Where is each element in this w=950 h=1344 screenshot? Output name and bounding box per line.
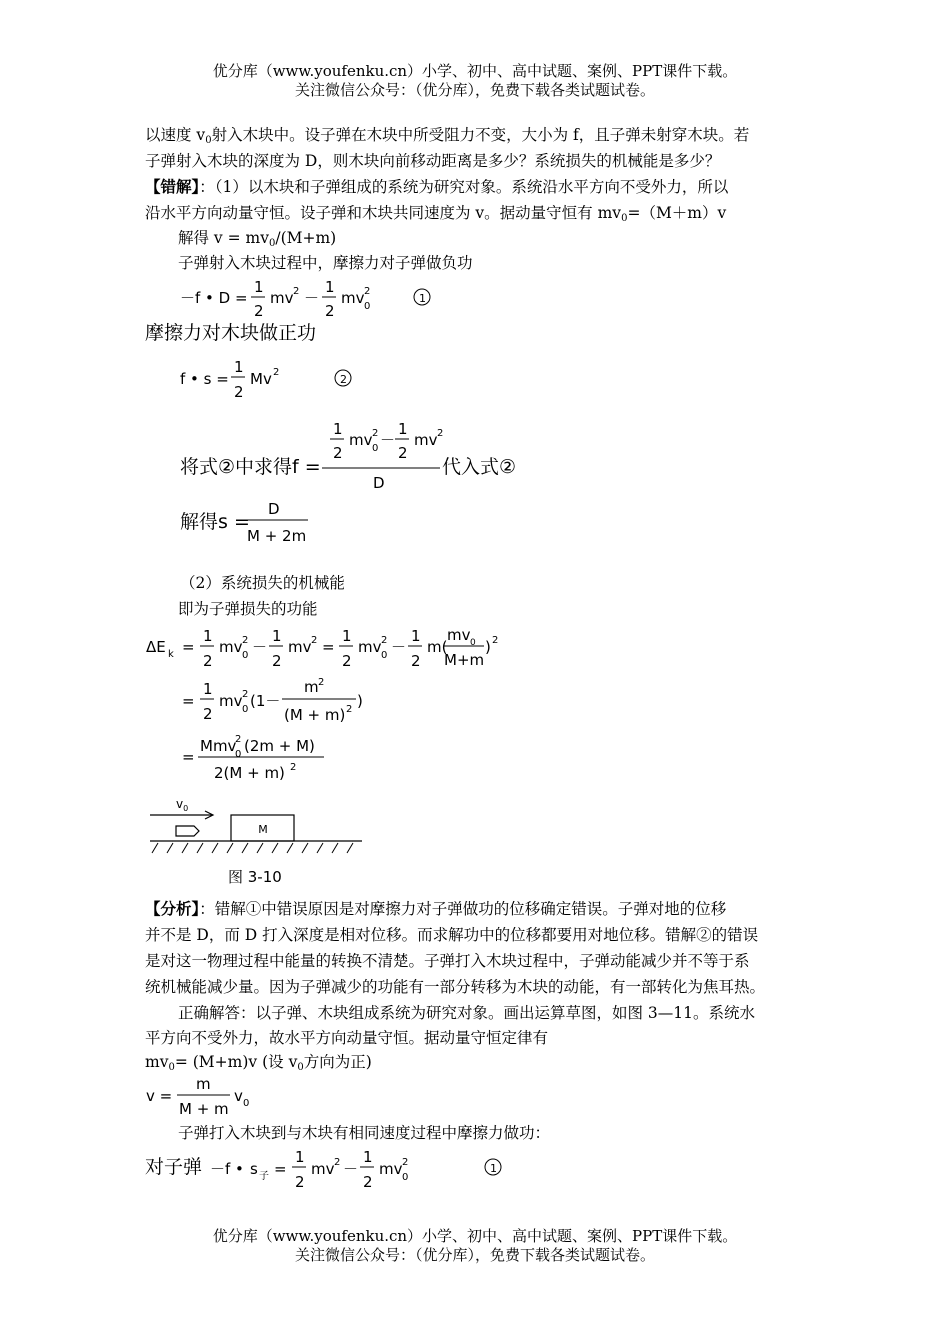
svg-text:mv: mv [379,1160,403,1178]
svg-text:2: 2 [325,302,335,320]
svg-text:2: 2 [398,444,408,462]
svg-text:M + 2m: M + 2m [247,527,307,545]
svg-text:s: s [250,1160,258,1178]
svg-text:1: 1 [203,627,213,645]
svg-text:2: 2 [293,286,300,297]
svg-text:mv: mv [349,431,373,449]
svg-text:m: m [196,1075,211,1093]
svg-text:(1－: (1－ [250,692,281,710]
svg-text:2: 2 [254,302,264,320]
svg-text:2: 2 [381,635,388,646]
solve-s-label: 解得s = [180,511,250,533]
svg-text:2: 2 [290,762,297,773]
svg-text:Mv: Mv [250,370,272,388]
analysis-tag: 【分析】 [145,899,200,918]
svg-text:1: 1 [325,278,335,296]
wrong-line-2: 沿水平方向动量守恒。设子弹和木块共同速度为 v。据动量守恒有 mv0=（M＋m）v [145,204,727,224]
svg-text:－: － [343,1160,359,1178]
svg-text:2: 2 [242,635,249,646]
equation-1 [180,278,430,320]
svg-text:2: 2 [372,428,379,439]
svg-text:1: 1 [203,680,213,698]
svg-text:v =: v = [146,1087,173,1105]
svg-text:－: － [252,638,268,656]
correct-line-4: 子弹打入木块到与木块有相同速度过程中摩擦力做功： [178,1124,551,1142]
svg-text:1: 1 [254,278,264,296]
sub-into-label: 代入式② [442,456,517,478]
sub-from-label: 将式②中求得f = [180,456,321,478]
svg-text:0: 0 [243,1098,250,1109]
footer-line-2: 关注微信公众号：（优分库），免费下载各类试题试卷。 [294,1246,655,1264]
svg-text:2: 2 [234,383,244,401]
svg-text:ΔE: ΔE [146,638,166,656]
svg-text:(2m + M): (2m + M) [244,737,315,755]
svg-text:子: 子 [259,1171,269,1182]
part2-title: （2）系统损失的机械能 [180,574,345,592]
svg-text:2: 2 [295,1173,305,1191]
svg-text:2: 2 [402,1157,409,1168]
correct-line-3: mv0= (M+m)v (设 v0方向为正) [145,1053,372,1073]
problem-line-1: 以速度 v0射入木块中。设子弹在木块中所受阻力不变，大小为 f，且子弹未射穿木块。若 [145,126,750,146]
svg-text:2: 2 [235,734,242,745]
delta-ek-line-2 [182,677,363,724]
svg-text:2: 2 [340,373,347,386]
header-line-2: 关注微信公众号：（优分库），免费下载各类试题试卷。 [294,81,655,99]
svg-text:2: 2 [346,704,353,715]
svg-text:m: m [304,678,319,696]
svg-text:2: 2 [364,286,371,297]
svg-text:1: 1 [419,292,426,305]
svg-text:2: 2 [272,652,282,670]
equation-v [146,1075,249,1118]
svg-text:mv: mv [219,638,243,656]
svg-text:=: = [182,748,195,766]
svg-text:=: = [182,638,195,656]
svg-text:1: 1 [490,1162,497,1175]
svg-text:): ) [485,638,491,656]
svg-text:=: = [322,638,335,656]
svg-text:mv: mv [447,626,471,644]
equation-4 [245,500,308,545]
svg-text:M + m: M + m [179,1100,229,1118]
problem-line-2: 子弹射入木块的深度为 D，则木块向前移动距离是多少？系统损失的机械能是多少？ [145,152,721,170]
svg-text:0: 0 [372,443,379,454]
svg-text:1: 1 [398,420,408,438]
bullet-shape [176,826,199,836]
wrong-tag: 【错解】 [145,177,200,196]
velocity-label: $v_0$ [176,797,189,813]
svg-text:M+m: M+m [444,651,485,669]
wrong-line-4: 子弹射入木块过程中，摩擦力对子弹做负功 [178,254,473,272]
svg-text:mv: mv [288,638,312,656]
svg-text:2: 2 [492,635,499,646]
footer-line-1: 优分库（www.youfenku.cn）小学、初中、高中试题、案例、PPT课件下载。 [212,1227,738,1245]
figure-caption: 图 3-10 [228,868,282,886]
svg-text:v: v [234,1087,243,1105]
svg-text:2: 2 [437,428,444,439]
svg-text:2: 2 [273,367,280,378]
analysis-line-3: 是对这一物理过程中能量的转换不清楚。子弹打入木块过程中，子弹动能减少并不等于系 [145,952,750,970]
svg-text:2: 2 [203,652,213,670]
svg-text:mv: mv [270,289,294,307]
svg-text:－f • D =: －f • D = [180,289,248,307]
analysis-line-2: 并不是 D，而 D 打入深度是相对位移。而求解功中的位移都要用对地位移。错解②的错误 [145,926,759,944]
svg-text:2(M + m): 2(M + m) [214,764,285,782]
correct-line-1: 正确解答：以子弹、木块组成系统为研究对象。画出运算草图，如图 3—11。系统水 [178,1004,756,1022]
svg-text:2: 2 [242,689,249,700]
svg-text:mv: mv [414,431,438,449]
svg-text:=: = [182,692,195,710]
ground-hatching [152,843,353,853]
svg-text:－f •: －f • [210,1160,244,1178]
svg-text:2: 2 [311,635,318,646]
svg-text:1: 1 [295,1148,305,1166]
svg-text:0: 0 [364,301,371,312]
wrong-line-1: 【错解】：（1）以木块和子弹组成的系统为研究对象。系统沿水平方向不受外力，所以 [145,177,729,196]
wrong-line-3: 解得 v = mv0/(M+m) [178,229,337,249]
svg-text:1: 1 [272,627,282,645]
svg-text:2: 2 [203,705,213,723]
svg-text:mv: mv [341,289,365,307]
svg-text:2: 2 [342,652,352,670]
delta-ek-line-3 [182,734,324,782]
bullet-label: 对子弹 [145,1156,203,1178]
svg-text:k: k [168,649,174,660]
svg-text:mv: mv [219,692,243,710]
svg-text:1: 1 [234,358,244,376]
equation-3 [322,420,443,492]
svg-text:D: D [268,500,280,518]
svg-text:－: － [391,638,407,656]
svg-text:D: D [373,474,385,492]
svg-text:mv: mv [311,1160,335,1178]
delta-ek-line-1 [146,626,498,670]
svg-text:0: 0 [235,749,242,760]
svg-text:1: 1 [333,420,343,438]
block-label: M [258,823,268,836]
svg-text:1: 1 [411,627,421,645]
equation-bullet-work [210,1148,501,1191]
svg-text:－: － [304,289,320,307]
svg-text:mv: mv [358,638,382,656]
svg-text:0: 0 [402,1172,409,1183]
svg-text:): ) [357,692,363,710]
svg-text:2: 2 [334,1157,341,1168]
svg-text:0: 0 [470,638,476,648]
svg-text:－: － [380,431,396,449]
svg-text:2: 2 [411,652,421,670]
svg-text:2: 2 [333,444,343,462]
friction-block-label: 摩擦力对木块做正功 [145,322,317,344]
svg-text:0: 0 [242,650,249,661]
equation-2 [180,358,351,401]
svg-text:0: 0 [242,704,249,715]
svg-text:Mmv: Mmv [200,737,237,755]
svg-text:f • s =: f • s = [180,370,229,388]
svg-text:1: 1 [363,1148,373,1166]
svg-text:0: 0 [381,650,388,661]
svg-text:1: 1 [342,627,352,645]
header-line-1: 优分库（www.youfenku.cn）小学、初中、高中试题、案例、PPT课件下载。 [212,62,738,80]
analysis-line-1: 【分析】：错解①中错误原因是对摩擦力对子弹做功的位移确定错误。子弹对地的位移 [145,899,727,918]
part2-subtitle: 即为子弹损失的功能 [178,600,318,618]
svg-text:=: = [274,1160,287,1178]
svg-text:2: 2 [318,677,325,688]
correct-line-2: 平方向不受外力，故水平方向动量守恒。据动量守恒定律有 [145,1029,549,1047]
analysis-line-4: 统机械能减少量。因为子弹减少的功能有一部分转移为木块的动能，有一部转化为焦耳热。 [145,978,766,996]
svg-text:(M + m): (M + m) [284,706,346,724]
figure-3-10 [150,797,362,886]
svg-text:m(: m( [427,638,448,656]
svg-text:2: 2 [363,1173,373,1191]
